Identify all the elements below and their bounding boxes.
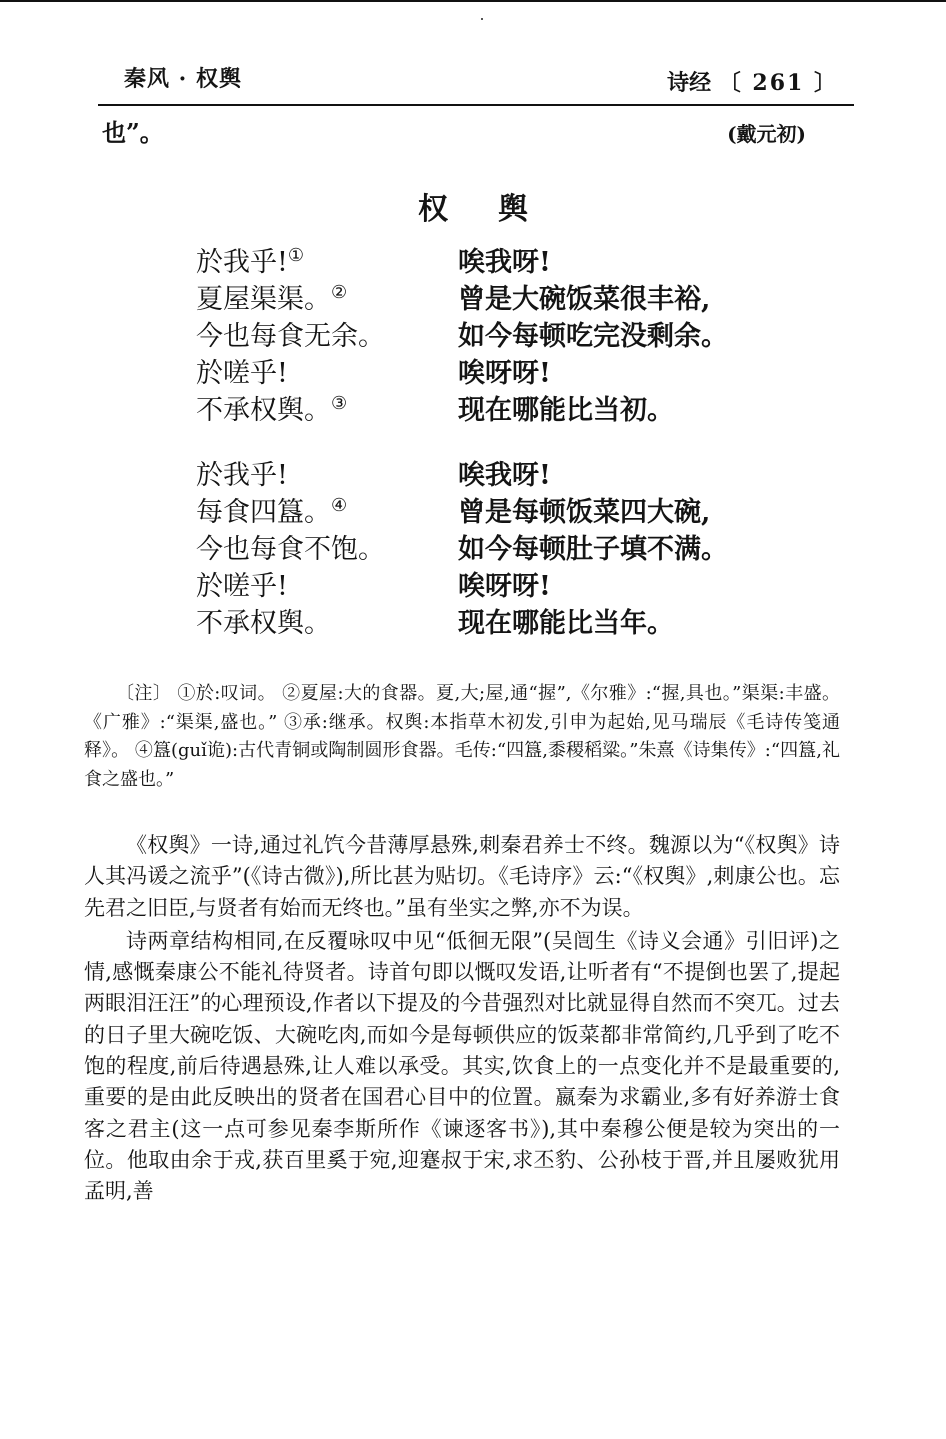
- note-marker: ②: [331, 282, 348, 303]
- original-text: 每食四簋。: [196, 497, 331, 528]
- poem-original: [196, 388, 458, 427]
- original-text: 不承权舆。: [196, 395, 331, 426]
- poem-line: [196, 388, 756, 425]
- poem-line: [196, 314, 756, 351]
- poem-original: [196, 490, 458, 529]
- poem-line: [196, 564, 756, 601]
- carryover-text: 也”。: [102, 118, 164, 147]
- poem-original: [196, 601, 458, 640]
- note-marker: ③: [331, 393, 348, 414]
- poem-original: [196, 564, 458, 603]
- poem-line: [196, 351, 756, 388]
- poem-translation: 如今每顿吃完没剩余。: [458, 321, 728, 352]
- poem-original: [196, 314, 458, 353]
- original-text: 於我乎!: [196, 247, 288, 278]
- poem-translation: 唉我呀!: [458, 247, 551, 278]
- original-text: 於嗟乎!: [196, 358, 288, 389]
- running-title-left: 秦风 · 权舆: [124, 66, 242, 92]
- poem-line: [196, 527, 756, 564]
- poem-line: [196, 601, 756, 638]
- poem-translation: 现在哪能比当年。: [458, 608, 674, 639]
- poem-original: [196, 453, 458, 492]
- poem-title: 权舆: [418, 192, 578, 227]
- original-text: 不承权舆。: [196, 608, 331, 639]
- poem-translation: 现在哪能比当初。: [458, 395, 674, 426]
- poem-line: [196, 490, 756, 527]
- commentary: [84, 830, 840, 1208]
- original-text: 於嗟乎!: [196, 571, 288, 602]
- poem-translation: 曾是每顿饭菜四大碗,: [458, 497, 711, 528]
- original-text: 夏屋渠渠。: [196, 284, 331, 315]
- scan-speck: [481, 18, 483, 20]
- poem-translation: 唉呀呀!: [458, 358, 551, 389]
- poem-translation: 唉我呀!: [458, 460, 551, 491]
- page-top-border: [0, 0, 946, 2]
- note-marker: ①: [287, 245, 304, 266]
- commentary-paragraph: 《权舆》一诗,通过礼饩今昔薄厚悬殊,刺秦君养士不终。魏源以为“《权舆》诗人其冯谖之流乎”(《诗古微》),所比甚为贴切。《毛诗序》云:“《权舆》,刺康公也。忘先君之旧臣,与贤者有始而无终也。”虽有坐实之弊,亦不为误。: [84, 833, 840, 920]
- poem-original: [196, 527, 458, 566]
- poem-original: [196, 351, 458, 390]
- original-text: 今也每食不饱。: [196, 534, 385, 565]
- annotations: 〔注〕 ①於:叹词。 ②夏屋:大的食器。夏,大;屋,通“握”,《尔雅》:“握,具也。”渠渠:丰盛。《广雅》:“渠渠,盛也。” ③承:继承。权舆:本指草木初发,引申为起始,见马瑞辰《毛诗传笺通释》。 ④簋(guǐ诡):古代青铜或陶制圆形食器。毛传:“四簋,黍稷稻粱。”朱熹《诗集传》:“四簋,礼食之盛也。”: [84, 683, 840, 790]
- previous-attribution: (戴元初): [727, 122, 806, 146]
- poem-translation: 曾是大碗饭菜很丰裕,: [458, 284, 711, 315]
- header-rule: [98, 104, 854, 106]
- original-text: 今也每食无余。: [196, 321, 385, 352]
- poem-original: [196, 277, 458, 316]
- poem-line: [196, 240, 756, 277]
- book-title: 诗经: [667, 70, 712, 96]
- poem-translation: 唉呀呀!: [458, 571, 551, 602]
- poem-line: [196, 277, 756, 314]
- running-title-right: [667, 66, 838, 97]
- poem-line: [196, 453, 756, 490]
- page-number: 〔 261 〕: [718, 70, 838, 96]
- note-marker: ④: [331, 495, 348, 516]
- poem-translation: 如今每顿肚子填不满。: [458, 534, 728, 565]
- original-text: 於我乎!: [196, 460, 288, 491]
- commentary-paragraph: 诗两章结构相同,在反覆咏叹中见“低徊无限”(吴闿生《诗义会通》引旧评)之情,感慨秦康公不能礼待贤者。诗首句即以慨叹发语,让听者有“不提倒也罢了,提起两眼泪汪汪”的心理预设,作者以下提及的今昔强烈对比就显得自然而不突兀。过去的日子里大碗吃饭、大碗吃肉,而如今是每顿供应的饭菜都非常简约,几乎到了吃不饱的程度,前后待遇悬殊,让人难以承受。其实,饮食上的一点变化并不是最重要的,重要的是由此反映出的贤者在国君心目中的位置。嬴秦为求霸业,多有好养游士食客之君主(这一点可参见秦李斯所作《谏逐客书》),其中秦穆公便是较为突出的一位。他取由余于戎,获百里奚于宛,迎蹇叔于宋,求丕豹、公孙枝于晋,并且屡败犹用孟明,善: [84, 928, 840, 1204]
- poem: [196, 240, 756, 638]
- poem-original: [196, 240, 458, 279]
